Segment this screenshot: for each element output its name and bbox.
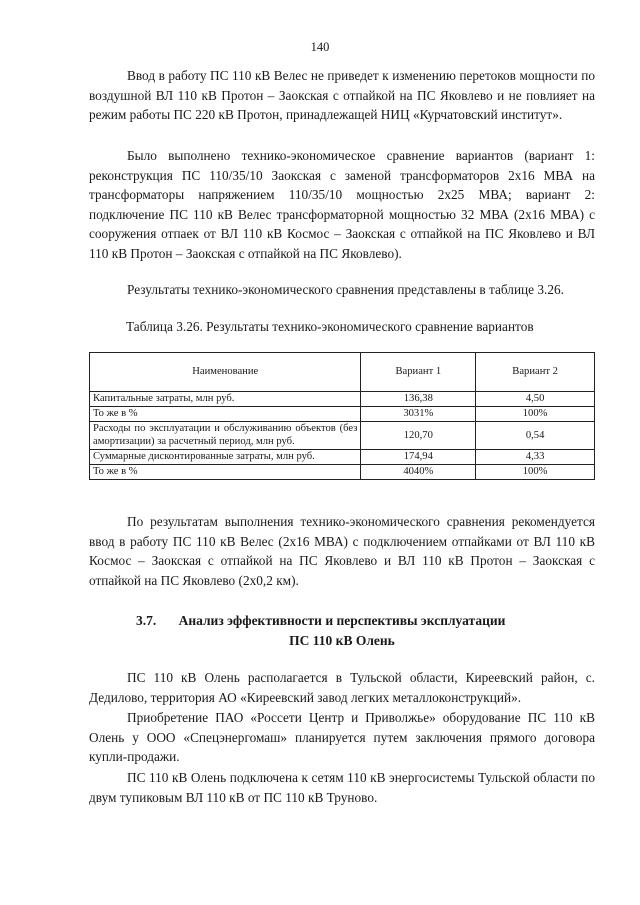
- row-name: Суммарные дисконтированные затраты, млн руб.: [90, 449, 361, 464]
- table-row: [90, 392, 595, 407]
- table-header-row: [90, 353, 595, 392]
- header-name: Наименование: [90, 353, 361, 392]
- row-variant-2: 100%: [476, 465, 595, 480]
- paragraph-olen-location: ПС 110 кВ Олень располагается в Тульской области, Киреевский район, с. Дедилово, территория АО «Киреевский завод легких металлоконструкций».: [89, 670, 595, 705]
- paragraph-recommendation: По результатам выполнения технико-экономического сравнения рекомендуется ввод в работу ПС 110 кВ Велес (2x16 МВА) с подключением отпайками от ВЛ 110 кВ Космос – Заокская с отпайкой на ПС Яковлево и ВЛ 110 кВ Протон – Заокская с отпайкой на ПС Яковлево (2x0,2 км).: [89, 514, 595, 588]
- row-name: Капитальные затраты, млн руб.: [90, 392, 361, 407]
- row-variant-2: 100%: [476, 407, 595, 422]
- row-variant-2: 4,33: [476, 449, 595, 464]
- row-name: То же в %: [90, 465, 361, 480]
- paragraph-olen-acquisition: Приобретение ПАО «Россети Центр и Приволжье» оборудование ПС 110 кВ Олень у ООО «Спецэнергомаш» планируется путем заключения прямого договора купли-продажи.: [89, 710, 595, 765]
- comparison-table: [89, 352, 595, 480]
- table-caption: Таблица 3.26. Результаты технико-экономического сравнение вариантов: [126, 319, 534, 334]
- paragraph-veles-impact: Ввод в работу ПС 110 кВ Велес не приведет к изменению перетоков мощности по воздушной ВЛ 110 кВ Протон – Заокская с отпайкой на ПС Яковлево и не повлияет на режим работы ПС 220 кВ Протон, принадлежащей НИЦ «Курчатовский институт».: [89, 68, 595, 123]
- section-title-line-2: ПС 110 кВ Олень: [289, 633, 395, 648]
- row-variant-1: 3031%: [361, 407, 476, 422]
- header-variant-2: Вариант 2: [476, 353, 595, 392]
- row-variant-1: 174,94: [361, 449, 476, 464]
- table-row: [90, 449, 595, 464]
- row-name: То же в %: [90, 407, 361, 422]
- row-variant-1: 120,70: [361, 422, 476, 449]
- table-row: [90, 422, 595, 449]
- paragraph-variants-comparison: Было выполнено технико-экономическое сравнение вариантов (вариант 1: реконструкция ПС 110/35/10 Заокская с заменой трансформаторов 2x16 МВА на трансформаторы напряжением 110/35/10 мощностью 2x25 МВА; вариант 2: подключение ПС 110 кВ Велес трансформаторной мощностью 32 МВА (2x16 МВА) с сооружения отпаек от ВЛ 110 кВ Космос – Заокская с отпайкой на ПС Яковлево и ВЛ 110 кВ Протон – Заокская с отпайкой на ПС Яковлево).: [89, 148, 595, 261]
- section-heading: [89, 611, 595, 651]
- paragraph-olen-connection: ПС 110 кВ Олень подключена к сетям 110 кВ энергосистемы Тульской области по двум тупиковым ВЛ 110 кВ от ПС 110 кВ Труново.: [89, 770, 595, 805]
- paragraph-results-reference: Результаты технико-экономического сравнения представлены в таблице 3.26.: [127, 282, 564, 297]
- row-variant-2: 4,50: [476, 392, 595, 407]
- row-variant-1: 4040%: [361, 465, 476, 480]
- row-variant-2: 0,54: [476, 422, 595, 449]
- page-number: 140: [310, 40, 330, 54]
- row-variant-1: 136,38: [361, 392, 476, 407]
- section-title-line-1: Анализ эффективности и перспективы эксплуатации: [178, 613, 506, 628]
- table-row: [90, 407, 595, 422]
- row-name: Расходы по эксплуатации и обслуживанию объектов (без амортизации) за расчетный период, млн руб.: [90, 422, 361, 449]
- header-variant-1: Вариант 1: [361, 353, 476, 392]
- table-row: [90, 465, 595, 480]
- section-number: 3.7.: [136, 613, 157, 628]
